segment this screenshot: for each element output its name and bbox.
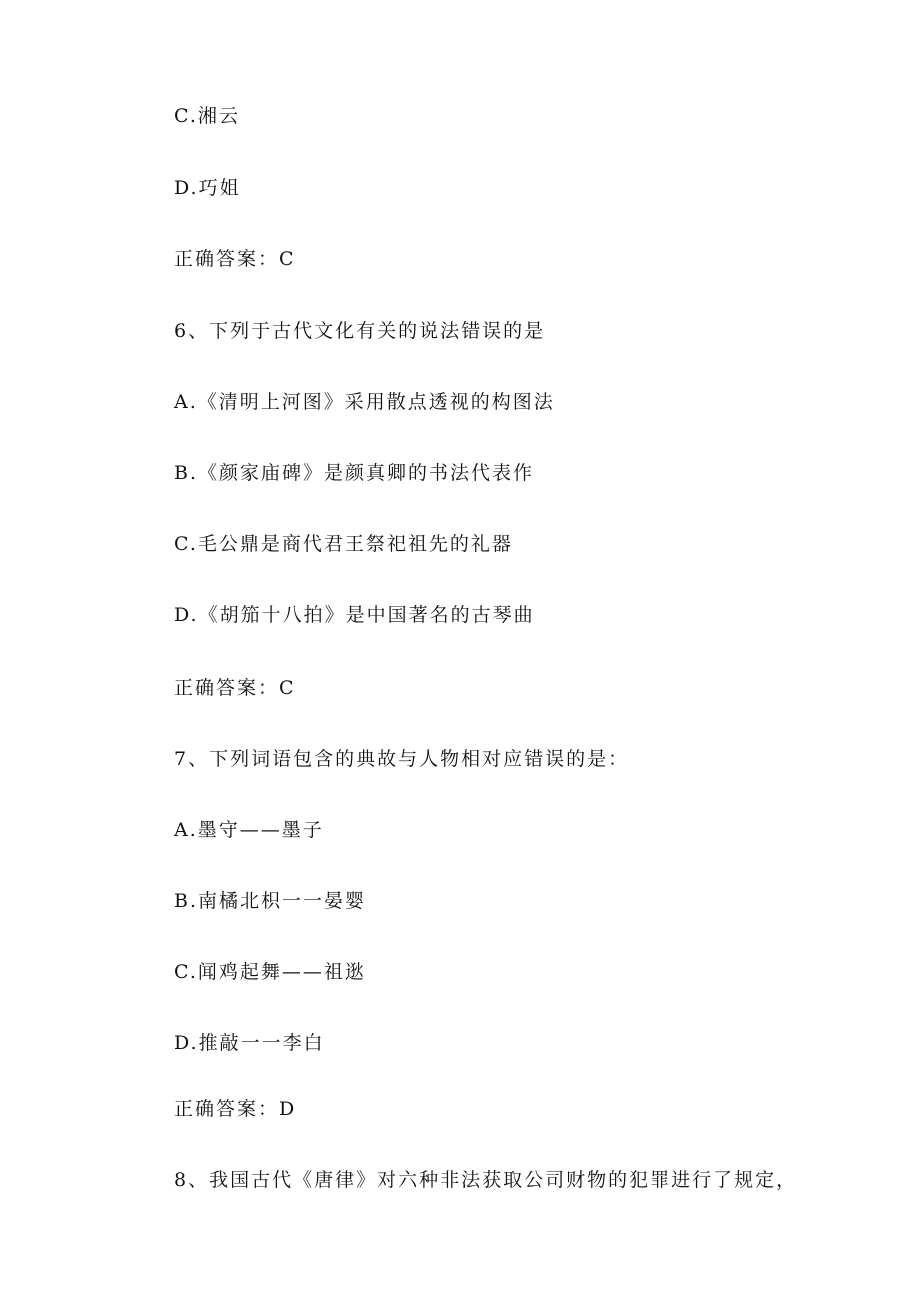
option-a-q6: A.《清明上河图》采用散点透视的构图法 bbox=[174, 391, 555, 413]
option-a-q7: A.墨守——墨子 bbox=[174, 819, 324, 841]
option-b-q6: B.《颜家庙碑》是颜真卿的书法代表作 bbox=[174, 462, 535, 484]
option-c-q5: C.湘云 bbox=[174, 105, 240, 127]
option-d-q6: D.《胡笳十八拍》是中国著名的古琴曲 bbox=[174, 604, 535, 626]
question-6: 6、下列于古代文化有关的说法错误的是 bbox=[174, 320, 546, 342]
option-d-q5: D.巧姐 bbox=[174, 177, 241, 199]
option-c-q6: C.毛公鼎是商代君王祭祀祖先的礼器 bbox=[174, 533, 513, 555]
answer-q7: 正确答案：D bbox=[174, 1098, 297, 1120]
answer-q6: 正确答案：C bbox=[174, 677, 296, 699]
question-7: 7、下列词语包含的典故与人物相对应错误的是： bbox=[174, 748, 630, 770]
answer-q5: 正确答案：C bbox=[174, 248, 296, 270]
option-c-q7: C.闻鸡起舞——祖逖 bbox=[174, 961, 366, 983]
question-8: 8、我国古代《唐律》对六种非法获取公司财物的犯罪进行了规定， bbox=[174, 1169, 798, 1191]
option-b-q7: B.南橘北枳一一晏婴 bbox=[174, 890, 367, 912]
option-d-q7: D.推敲一一李白 bbox=[174, 1032, 325, 1054]
